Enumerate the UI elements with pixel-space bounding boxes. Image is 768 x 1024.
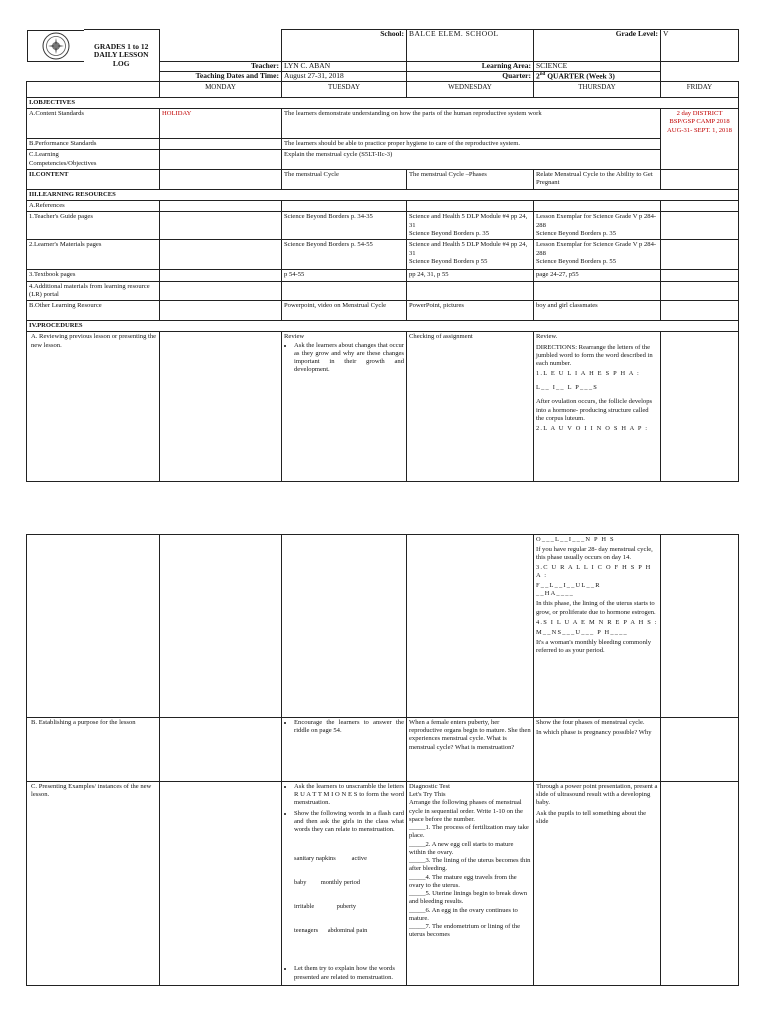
proc-a-thu-review: Review. bbox=[536, 333, 558, 341]
proc-c-wed-6: _____3. The lining of the uterus becomes thin after bleeding. bbox=[409, 857, 531, 873]
proc-c-tue-2-text: • Show the following words in a flash card and then ask the girls in the class what words they can relate to menstruation. bbox=[294, 809, 404, 834]
proc-a-thu-answer-1: L__ I__ L P___S bbox=[536, 384, 598, 392]
proc-c-wed-8: _____5. Uterine linings begin to break down and bleeding results. bbox=[409, 890, 528, 906]
textbook-wednesday: pp 24, 31, p 55 bbox=[407, 270, 534, 281]
additional-materials-label: 4.Additional materials from learning resource (LR) portal bbox=[27, 281, 160, 300]
friday-note-line3: AUG-31- SEPT. 1, 2018 bbox=[667, 126, 732, 134]
proc-c-tue-2 bbox=[294, 810, 404, 952]
proc-a-thu-directions: DIRECTIONS: Rearrange the letters of the jumbled word to form the word described in each number. bbox=[536, 343, 653, 368]
teacher-value: LYN C. ABAN bbox=[282, 62, 407, 72]
proc-c-wed-5: _____2. A new egg cell starts to mature within the ovary. bbox=[409, 840, 514, 856]
section-procedures: IV.PROCEDURES bbox=[27, 321, 739, 332]
lm-wed-line2: Science Beyond Borders p 55 bbox=[409, 257, 488, 265]
grade-value: V bbox=[661, 30, 739, 62]
content-standards-text: The learners demonstrate understanding on how the parts of the human reproductive system work bbox=[282, 109, 661, 139]
other-resources-tuesday: Powerpoint, video on Menstrual Cycle bbox=[282, 301, 407, 321]
proc-a-thu-jumble-1: 1.L E U L I A H E S P H A : bbox=[536, 370, 640, 378]
textbook-thursday: page 24-27, p55 bbox=[534, 270, 661, 281]
dates-value: August 27-31, 2018 bbox=[282, 72, 407, 82]
quarter-label: Quarter: bbox=[407, 72, 534, 82]
proc-b-thu-1: Show the four phases of menstrual cycle. bbox=[536, 719, 645, 726]
proc-a-thu-jumble-2: 2.L A U V O I I N O S H A P : bbox=[536, 424, 649, 432]
content-standards-label: A.Content Standards bbox=[27, 109, 160, 139]
competencies-label bbox=[27, 150, 160, 169]
proc-a-tue-item: • Ask the learners about changes that occur as they grow and why are these changes important in their growth and development. bbox=[294, 342, 404, 375]
school-value: BALCE ELEM. SCHOOL bbox=[407, 30, 534, 62]
proc-a-label: A. Reviewing previous lesson or presenting the new lesson. bbox=[27, 332, 160, 482]
lm-thu-line1: Lesson Exemplar for Science Grade V p 284-288 bbox=[536, 241, 657, 257]
teachers-guide-tuesday: Science Beyond Borders p. 34-35 bbox=[282, 212, 407, 240]
friday-note-line2: BSP/GSP CAMP 2018 bbox=[669, 118, 730, 126]
proc-c-wed-1: Diagnostic Test bbox=[409, 783, 450, 790]
lower-thu-answer-2: O___L__I___N P H S bbox=[536, 536, 615, 543]
quarter-value bbox=[534, 72, 661, 82]
content-wednesday: The menstrual Cycle –Phases bbox=[407, 169, 534, 189]
tg-wed-line2: Science Beyond Borders p. 35 bbox=[409, 229, 490, 237]
tg-thu-line1: Lesson Exemplar for Science Grade V p 284-288 bbox=[536, 213, 657, 229]
proc-c-thursday bbox=[534, 782, 661, 986]
teachers-guide-wednesday bbox=[407, 212, 534, 240]
learning-area-value: SCIENCE bbox=[534, 62, 661, 72]
lower-thu-clue-2: If you have regular 28- day menstrual cycle, this phase usually occurs on day 14. bbox=[536, 546, 653, 562]
performance-standards-text: The learners should be able to practice proper hygiene to care of the reproductive system. bbox=[282, 139, 661, 150]
learners-materials-label: 2.Learner's Materials pages bbox=[27, 240, 160, 270]
proc-c-tuesday bbox=[282, 782, 407, 986]
deped-seal-icon bbox=[42, 32, 70, 60]
proc-b-tue-item: • Encourage the learners to answer the riddle on page 54. bbox=[294, 719, 404, 735]
proc-a-thursday bbox=[534, 332, 661, 482]
word-list-3: irritable puberty bbox=[294, 903, 357, 911]
proc-b-label: B. Establishing a purpose for the lesson bbox=[27, 718, 160, 782]
title-grades: GRADES 1 to 12 bbox=[94, 42, 149, 52]
tg-wed-line1: Science and Health 5 DLP Module #4 pp 24, 31 bbox=[409, 213, 528, 229]
word-list-4: teenagers abdominal pain bbox=[294, 927, 368, 935]
proc-c-tue-3: • Let them try to explain how the words presented are related to menstruation. bbox=[294, 965, 404, 981]
proc-a-tuesday bbox=[282, 332, 407, 482]
other-resources-label: B.Other Learning Resource bbox=[27, 301, 160, 321]
deped-seal-cell bbox=[27, 30, 84, 62]
lm-wed-line1: Science and Health 5 DLP Module #4 pp 24, 31 bbox=[409, 241, 528, 257]
day-header-blank bbox=[27, 82, 160, 98]
proc-a-tue-title: Review bbox=[284, 333, 305, 341]
quarter-number: 2 bbox=[536, 71, 540, 81]
proc-a-thu-clue-1: After ovulation occurs, the follicle develops into a hormone- producing structure called the corpus luteum. bbox=[536, 398, 653, 422]
lower-thu-answer-3b: __HA____ bbox=[536, 590, 575, 598]
day-header-wednesday: WEDNESDAY bbox=[407, 82, 534, 98]
learning-area-label: Learning Area: bbox=[407, 62, 534, 72]
proc-a-thursday-cont bbox=[534, 535, 661, 718]
log-title-cell bbox=[84, 30, 160, 82]
proc-c-wed-3: Arrange the following phases of menstrual cycle in sequential order. Write 1-10 on the space before the number. bbox=[409, 799, 523, 823]
lower-thu-clue-4: It's a woman's monthly bleeding commonly referred to as your period. bbox=[536, 638, 652, 655]
references-label: A.References bbox=[27, 201, 160, 212]
proc-c-thu-1: Through a power point presentation, present a slide of ultrasound result with a developing baby. bbox=[536, 783, 658, 807]
proc-c-wed-9: _____6. An egg in the ovary continues to mature. bbox=[409, 906, 518, 922]
section-objectives: I.OBJECTIVES bbox=[27, 98, 739, 109]
lower-thu-clue-3: In this phase, the lining of the uterus starts to grow, or proliferate due to hormone estrogen. bbox=[536, 600, 656, 616]
monday-holiday: HOLIDAY bbox=[160, 109, 282, 139]
learners-materials-wednesday bbox=[407, 240, 534, 270]
section-learning-resources: III.LEARNING RESOURCES bbox=[27, 189, 739, 200]
proc-c-wednesday bbox=[407, 782, 534, 986]
content-thursday: Relate Menstrual Cycle to the Ability to Get Pregnant bbox=[534, 169, 661, 189]
lesson-log-table-top bbox=[26, 29, 739, 482]
day-header-friday: FRIDAY bbox=[661, 82, 739, 98]
proc-b-tuesday bbox=[282, 718, 407, 782]
proc-c-tue-1: • Ask the learners to unscramble the letters R U A T T M I O N E S to form the word menstruation. bbox=[294, 783, 404, 808]
competencies-label-1: C.Learning bbox=[29, 151, 59, 159]
textbook-tuesday: p 54-55 bbox=[282, 270, 407, 281]
proc-c-label: C. Presenting Examples/ instances of the new lesson. bbox=[27, 782, 160, 986]
lower-thu-jumble-3: 3.C U R A L L I C O F H S P H A : bbox=[536, 564, 652, 580]
proc-c-wed-2: Let's Try This bbox=[409, 791, 446, 799]
teachers-guide-thursday bbox=[534, 212, 661, 240]
performance-standards-label: B.Performance Standards bbox=[27, 139, 160, 150]
proc-b-thu-2: In which phase is pregnancy possible? Why bbox=[536, 729, 652, 737]
other-resources-wednesday: PowerPoint, pictures bbox=[407, 301, 534, 321]
lm-thu-line2: Science Beyond Borders p. 55 bbox=[536, 257, 617, 265]
quarter-suffix: nd bbox=[539, 72, 546, 77]
learners-materials-thursday bbox=[534, 240, 661, 270]
quarter-text: QUARTER (Week 3) bbox=[545, 71, 615, 81]
lesson-log-table-bottom bbox=[26, 534, 739, 986]
proc-c-wed-7: _____4. The mature egg travels from the ovary to the uterus. bbox=[409, 873, 517, 889]
proc-c-thu-2: Ask the pupils to tell something about the slide bbox=[536, 809, 647, 825]
friday-camp-note bbox=[661, 109, 739, 170]
competencies-text: Explain the menstrual cycle (S5LT-IIc-3) bbox=[282, 150, 661, 169]
teachers-guide-label: 1.Teacher's Guide pages bbox=[27, 212, 160, 240]
day-header-monday: MONDAY bbox=[160, 82, 282, 98]
content-tuesday: The menstrual Cycle bbox=[282, 169, 407, 189]
learners-materials-tuesday: Science Beyond Borders p. 54-55 bbox=[282, 240, 407, 270]
other-resources-thursday: boy and girl classmates bbox=[534, 301, 661, 321]
proc-a-wednesday: Checking of assignment bbox=[407, 332, 534, 482]
proc-c-wed-4: _____1. The process of fertilization may take place. bbox=[409, 824, 529, 840]
section-content: II.CONTENT bbox=[27, 169, 160, 189]
day-header-thursday: THURSDAY bbox=[534, 82, 661, 98]
friday-note-line1: 2 day DISTRICT bbox=[676, 110, 723, 118]
grade-label: Grade Level: bbox=[534, 30, 661, 62]
textbook-label: 3.Textbook pages bbox=[27, 270, 160, 281]
proc-b-thursday bbox=[534, 718, 661, 782]
word-list-1: sanitary napkins active bbox=[294, 855, 367, 863]
teacher-label: Teacher: bbox=[160, 62, 282, 72]
tg-thu-line2: Science Beyond Borders p. 35 bbox=[536, 229, 617, 237]
school-label: School: bbox=[282, 30, 407, 62]
day-header-tuesday: TUESDAY bbox=[282, 82, 407, 98]
title-daily-lesson-log: DAILY LESSON LOG bbox=[93, 50, 149, 68]
proc-c-wed-10: _____7. The endometrium or lining of the uterus becomes bbox=[409, 922, 521, 939]
proc-b-wednesday: When a female enters puberty, her reproductive organs begin to mature. She then experiences menstrual cycle. What is menstrual cycle? What is menstruation? bbox=[407, 718, 534, 782]
dates-label: Teaching Dates and Time: bbox=[160, 72, 282, 82]
lower-thu-answer-3a: F__L__I__UL__R bbox=[536, 582, 601, 590]
word-list-2: baby monthly period bbox=[294, 879, 361, 887]
lower-thu-jumble-4: 4.S I L U A E M N R E P A H S : bbox=[536, 618, 658, 626]
competencies-label-2: Competencies/Objectives bbox=[29, 159, 97, 167]
lower-thu-answer-4: M__NS___U___ P H____ bbox=[536, 628, 628, 636]
